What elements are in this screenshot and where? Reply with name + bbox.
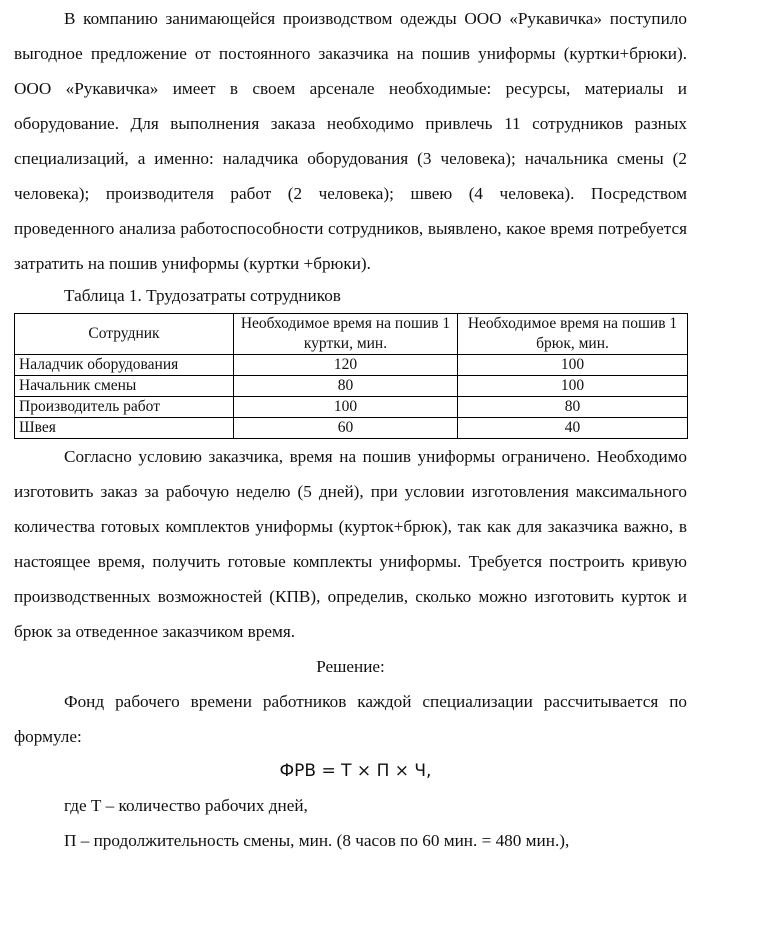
table-row (15, 376, 688, 397)
cell-jacket: 120 (234, 355, 458, 376)
cell-employee: Производитель работ (15, 397, 234, 418)
intro-paragraph: В компанию занимающейся производством одежды ООО «Рукавичка» поступило выгодное предложение от постоянного заказчика на пошив униформы (куртки+брюки). ООО «Рукавичка» имеет в своем арсенале необходимые: ресурсы, материалы и оборудование. Для выполнения заказа необходимо привлечь 11 сотрудников разных специализаций, а именно: наладчика оборудования (3 человека); начальника смены (2 человека); производителя работ (2 человека); швею (4 человека). Посредством проведенного анализа работоспособности сотрудников, выявлено, какое время потребуется затратить на пошив униформы (куртки +брюки). (14, 9, 687, 273)
header-trousers-time: Необходимое время на пошив 1 брюк, мин. (458, 314, 688, 355)
cell-trousers: 100 (458, 355, 688, 376)
cell-jacket: 100 (234, 397, 458, 418)
solution-title: Решение: (316, 657, 385, 676)
table-row (15, 355, 688, 376)
cell-employee: Швея (15, 418, 234, 439)
table-row (15, 397, 688, 418)
table-caption: Таблица 1. Трудозатраты сотрудников (64, 286, 341, 305)
definition-t: где Т – количество рабочих дней, (64, 796, 308, 815)
formula: ФРВ = Т × П × Ч, (279, 761, 432, 781)
table-header-row (15, 314, 688, 355)
table-row (15, 418, 688, 439)
cell-employee: Наладчик оборудования (15, 355, 234, 376)
cell-trousers: 100 (458, 376, 688, 397)
labor-cost-table (14, 313, 688, 439)
cell-jacket: 80 (234, 376, 458, 397)
header-jacket-time: Необходимое время на пошив 1 куртки, мин. (234, 314, 458, 355)
cell-trousers: 40 (458, 418, 688, 439)
cell-trousers: 80 (458, 397, 688, 418)
fund-paragraph: Фонд рабочего времени работников каждой специализации рассчитывается по формуле: (14, 692, 687, 746)
document-page (14, 0, 687, 858)
definition-p: П – продолжительность смены, мин. (8 часов по 60 мин. = 480 мин.), (64, 831, 570, 850)
condition-paragraph: Согласно условию заказчика, время на пошив униформы ограничено. Необходимо изготовить заказ за рабочую неделю (5 дней), при условии изготовления максимального количества готовых комплектов униформы (курток+брюк), так как для заказчика важно, в настоящее время, получить готовые комплекты униформы. Требуется построить кривую производственных возможностей (КПВ), определив, сколько можно изготовить курток и брюк за отведенное заказчиком время. (14, 447, 687, 641)
cell-employee: Начальник смены (15, 376, 234, 397)
cell-jacket: 60 (234, 418, 458, 439)
header-employee: Сотрудник (15, 314, 234, 355)
